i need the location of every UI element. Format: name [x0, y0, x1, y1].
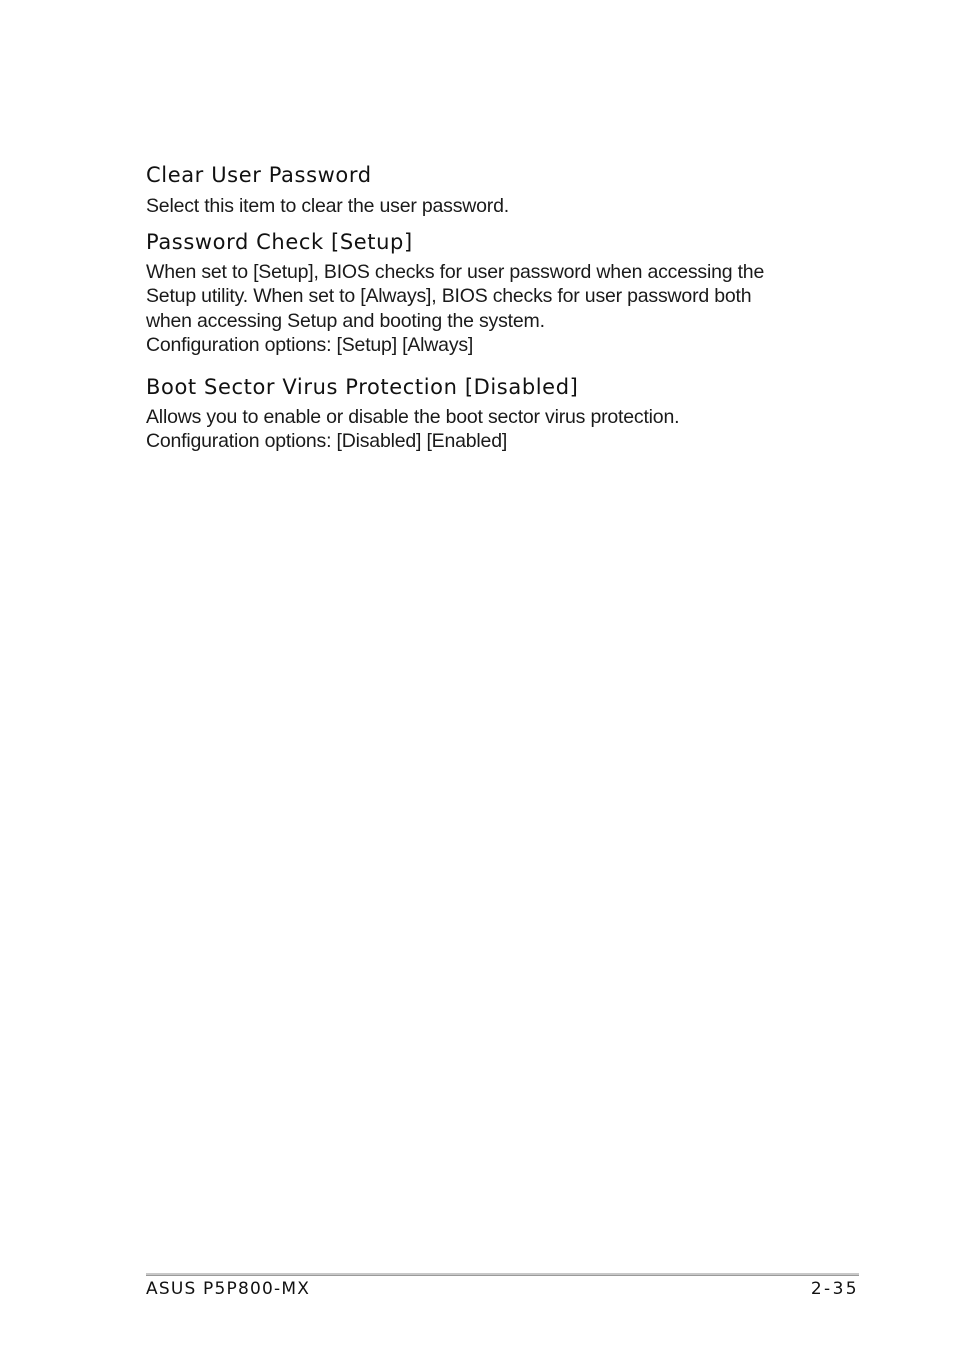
section-heading: Boot Sector Virus Protection [Disabled] — [146, 374, 579, 399]
section-line: When set to [Setup], BIOS checks for user password when accessing the — [146, 260, 765, 283]
config-options-line: Configuration options: [Setup] [Always] — [146, 334, 474, 356]
config-options-line: Configuration options: [Disabled] [Enabled] — [146, 430, 508, 452]
section-line: when accessing Setup and booting the system. — [146, 309, 545, 332]
page-footer — [146, 1279, 859, 1305]
section-boot-sector-virus-protection — [146, 372, 826, 454]
section-heading: Clear User Password — [146, 163, 372, 187]
section-line: Setup utility. When set to [Always], BIOS checks for user password both — [146, 285, 752, 307]
section-line: Allows you to enable or disable the boot sector virus protection. — [146, 405, 680, 428]
section-password-check — [146, 227, 826, 358]
footer-page-number: 2-35 — [810, 1279, 859, 1299]
footer-product-name: ASUS P5P800-MX — [146, 1279, 311, 1299]
section-line: Select this item to clear the user password. — [146, 195, 509, 217]
section-heading: Password Check [Setup] — [146, 229, 413, 254]
section-clear-user-password — [146, 160, 826, 219]
footer-divider — [146, 1273, 859, 1275]
page-content — [146, 160, 826, 454]
